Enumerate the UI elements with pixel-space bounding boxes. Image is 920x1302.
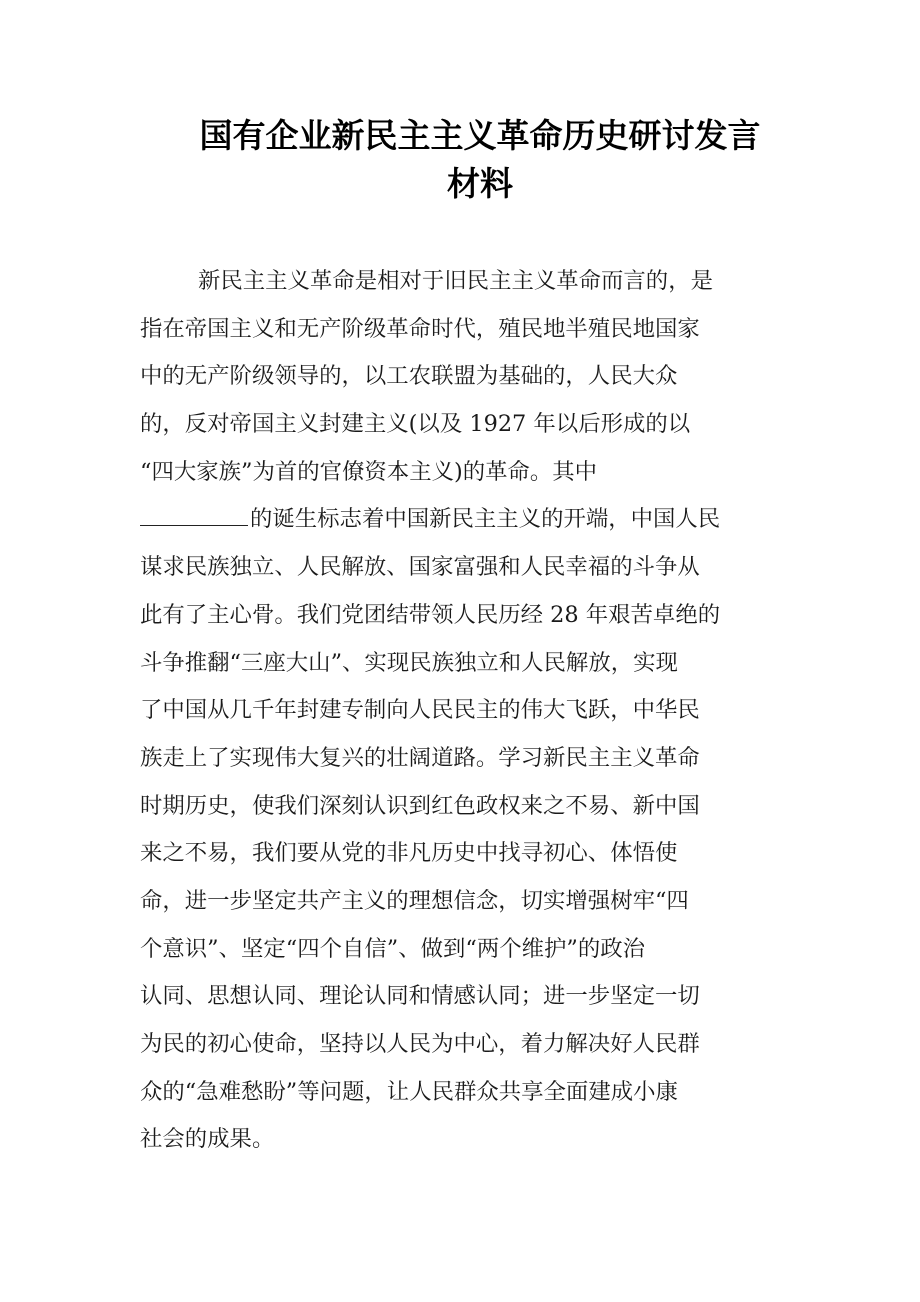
body-line-8: 此有了主心骨。我们党团结带领人民历经 28 年艰苦卓绝的 [140,601,721,628]
body-line-2: 指在帝国主义和无产阶级革命时代，殖民地半殖民地国家 [140,315,700,342]
body-line-18: 众的“急难愁盼”等问题，让人民群众共享全面建成小康 [140,1078,678,1105]
body-line-1: 新民主主义革命是相对于旧民主主义革命而言的，是 [198,268,713,294]
body-line-16: 认同、思想认同、理论认同和情感认同；进一步坚定一切 [140,983,700,1010]
body-line-15: 个意识”、坚定“四个自信”、做到“两个维护”的政治 [140,935,646,962]
title-line-2: 材料 [447,164,513,203]
body-line-6 [140,496,780,544]
body-line-5: “四大家族”为首的官僚资本主义)的革命。其中 [140,458,598,485]
body-line-19: 社会的成果。 [140,1126,275,1153]
body-line-7: 谋求民族独立、人民解放、国家富强和人民幸福的斗争从 [140,554,700,581]
fill-in-blank [140,503,248,526]
body-line-9: 斗争推翻“三座大山”、实现民族独立和人民解放，实现 [140,649,678,676]
title-line-1: 国有企业新民主主义革命历史研讨发言 [199,116,761,155]
body-line-13: 来之不易，我们要从党的非凡历史中找寻初心、体悟使 [140,840,678,867]
body-line-14: 命，进一步坚定共产主义的理想信念，切实增强树牢“四 [140,887,689,914]
body-line-11: 族走上了实现伟大复兴的壮阔道路。学习新民主主义革命 [140,744,700,771]
body-line-17: 为民的初心使命，坚持以人民为中心，着力解决好人民群 [140,1031,700,1057]
body-line-12: 时期历史，使我们深刻认识到红色政权来之不易、新中国 [140,792,700,819]
body-line-4: 的，反对帝国主义封建主义(以及 1927 年以后形成的以 [140,411,691,438]
body-line-3: 中的无产阶级领导的，以工农联盟为基础的，人民大众 [140,363,678,390]
document-body [140,258,780,1164]
body-line-6-text: 的诞生标志着中国新民主主义的开端，中国人民 [250,506,721,533]
document-title [150,112,810,208]
body-line-10: 了中国从几千年封建专制向人民民主的伟大飞跃，中华民 [140,697,700,724]
